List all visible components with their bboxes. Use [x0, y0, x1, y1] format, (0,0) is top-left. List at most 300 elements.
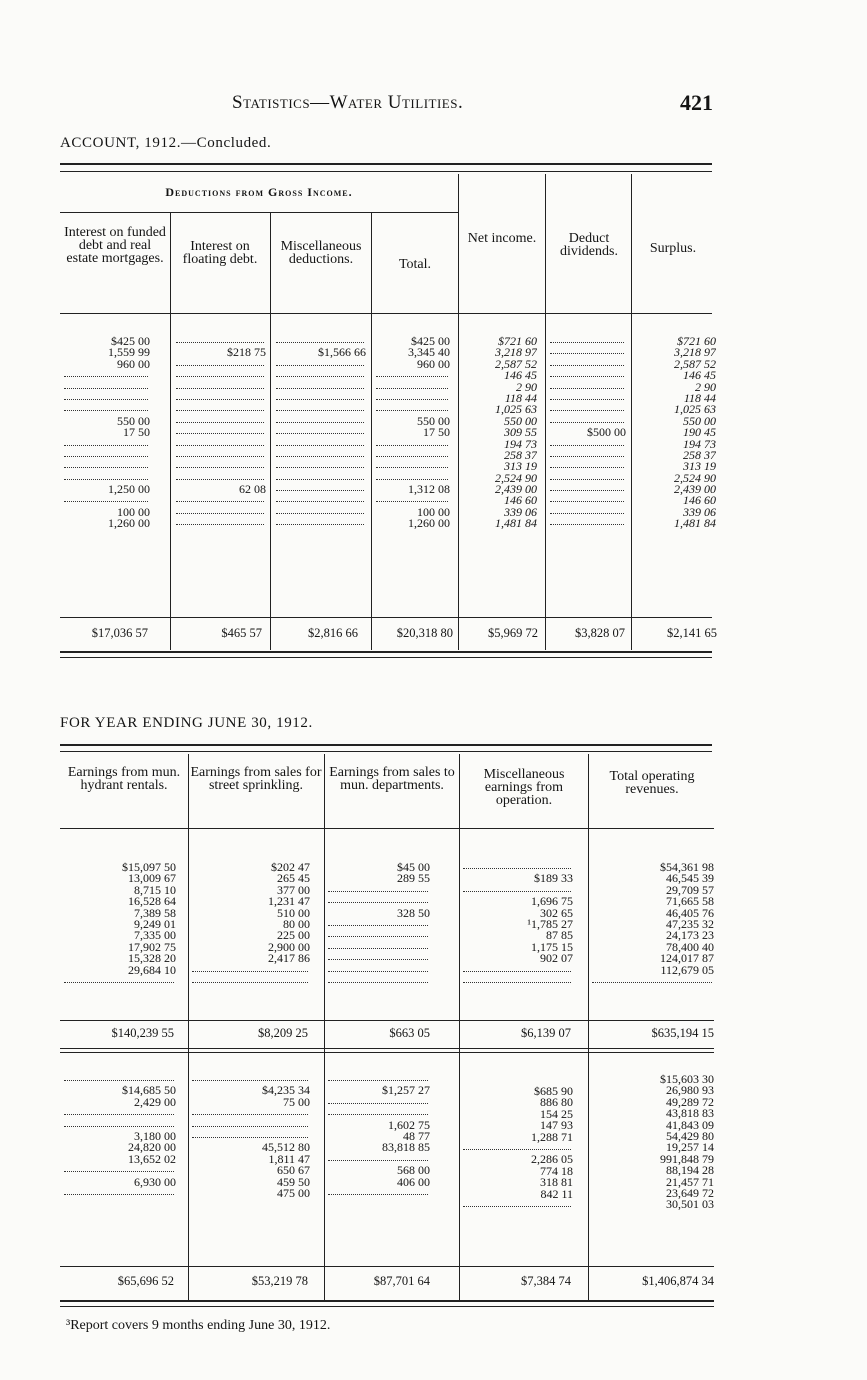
table-cell: 16,528 64: [128, 896, 176, 908]
t1-total-interest-floating: $465 57: [221, 626, 262, 640]
leader-dots: [176, 461, 264, 468]
t2-col-hydrant-p1: [62, 862, 176, 987]
t2-subtotal-rule-3: [60, 1052, 714, 1053]
table-cell: 48 77: [403, 1130, 430, 1143]
table-cell: 30,501 03: [666, 1199, 714, 1211]
leader-dots: [550, 473, 624, 480]
leader-dots: [64, 1120, 174, 1127]
table-cell: 2,587 52: [674, 358, 716, 371]
t1-col-interest-floating: [174, 336, 266, 530]
dotted-leader: [174, 473, 266, 484]
leader-dots: [376, 382, 448, 389]
leader-dots: [64, 473, 148, 480]
dotted-leader: [374, 473, 450, 484]
leader-dots: [328, 930, 428, 937]
t2-total-misc: $7,384 74: [521, 1274, 571, 1288]
leader-dots: [463, 862, 571, 869]
table-cell: 2,439 00: [495, 484, 537, 496]
dotted-leader: [548, 495, 626, 506]
table2-subtitle: FOR YEAR ENDING JUNE 30, 1912.: [60, 715, 313, 731]
table-cell: 313 19: [504, 461, 537, 473]
table-cell: 6,930 00: [134, 1176, 176, 1188]
table-cell: 1,288 71: [531, 1131, 573, 1143]
leader-dots: [463, 976, 571, 983]
dotted-leader: [326, 953, 430, 964]
page-header: [0, 88, 867, 128]
t1-header-deduct-dividends: Deduct dividends.: [560, 231, 618, 259]
leader-dots: [376, 450, 448, 457]
table-cell: 118 44: [504, 392, 537, 405]
t2-col-misc-p1: [461, 862, 573, 987]
dotted-leader: [374, 461, 450, 472]
dotted-leader: [548, 359, 626, 370]
dotted-leader: [274, 507, 366, 518]
leader-dots: [550, 507, 624, 514]
table-cell: 29,709 57: [666, 884, 714, 897]
leader-dots: [64, 976, 174, 983]
dotted-leader: [274, 359, 366, 370]
leader-dots: [328, 1108, 428, 1115]
table-cell: 650 67: [277, 1165, 310, 1177]
table-cell: 146 60: [683, 495, 716, 507]
table-cell: 3,218 97: [495, 347, 537, 359]
table-cell: 112,679 05: [660, 964, 714, 976]
table-cell: 550 00: [417, 415, 450, 428]
table-cell: 510 00: [277, 907, 310, 919]
table-cell: 43,818 83: [666, 1108, 714, 1120]
dotted-leader: [62, 976, 176, 987]
leader-dots: [276, 404, 364, 411]
table-cell: 289 55: [397, 873, 430, 885]
dotted-leader: [326, 1154, 430, 1165]
leader-dots: [328, 919, 428, 926]
table-cell: $425 00: [111, 336, 150, 348]
t1-divider: [170, 212, 171, 650]
leader-dots: [550, 484, 624, 491]
leader-dots: [64, 461, 148, 468]
t1-col-net-income: [461, 336, 537, 530]
table-cell: 80 00: [283, 918, 310, 931]
table-cell: 2,900 00: [268, 941, 310, 954]
table-cell: 377 00: [277, 884, 310, 897]
leader-dots: [276, 461, 364, 468]
table-cell: 19,257 14: [666, 1142, 714, 1154]
dotted-leader: [461, 862, 573, 873]
table-cell: 550 00: [683, 415, 716, 428]
table2-top-rule-2: [60, 751, 712, 752]
table-cell: 886 80: [540, 1097, 573, 1109]
dotted-leader: [190, 1074, 310, 1085]
leader-dots: [64, 382, 148, 389]
table-cell: $500 00: [587, 427, 626, 439]
table-cell: ¹1,785 27: [527, 918, 573, 931]
dotted-leader: [374, 370, 450, 381]
dotted-leader: [326, 919, 430, 930]
t1-header-interest-funded: Interest on funded debt and real estate mortgages.: [64, 225, 166, 266]
table-cell: 550 00: [504, 415, 537, 428]
table-cell: 2 90: [695, 381, 716, 393]
table-cell: 29,684 10: [128, 964, 176, 976]
table-cell: $218 75: [227, 347, 266, 359]
dotted-leader: [274, 404, 366, 415]
leader-dots: [64, 1074, 174, 1081]
dotted-leader: [62, 382, 150, 393]
dotted-leader: [548, 416, 626, 427]
t1-col-total: [374, 336, 450, 530]
t2-header-misc: Miscellaneous earnings from operation.: [483, 767, 565, 808]
leader-dots: [64, 439, 148, 446]
leader-dots: [376, 473, 448, 480]
t1-header-rule: [60, 313, 712, 314]
dotted-leader: [62, 393, 150, 404]
table-cell: 147 93: [540, 1120, 573, 1132]
leader-dots: [328, 1097, 428, 1104]
leader-dots: [176, 427, 264, 434]
table-cell: $45 00: [397, 862, 430, 874]
t2-subtotal-rule: [60, 1020, 714, 1021]
dotted-leader: [62, 439, 150, 450]
leader-dots: [550, 439, 624, 446]
leader-dots: [192, 976, 308, 983]
t2-header-rule: [60, 828, 714, 829]
table-cell: 902 07: [540, 953, 573, 965]
leader-dots: [550, 347, 624, 354]
leader-dots: [550, 359, 624, 366]
leader-dots: [276, 507, 364, 514]
table-cell: 302 65: [540, 907, 573, 919]
table-cell: 406 00: [397, 1176, 430, 1188]
table-cell: $425 00: [411, 336, 450, 348]
table-cell: 2,417 86: [268, 953, 310, 965]
table-cell: 49,289 72: [666, 1096, 714, 1109]
t2-divider: [459, 754, 460, 1300]
leader-dots: [176, 507, 264, 514]
table-cell: 960 00: [117, 358, 150, 371]
t2-subtotal-misc: $6,139 07: [521, 1026, 571, 1040]
page-number: 421: [680, 90, 713, 115]
table-cell: 17,902 75: [128, 941, 176, 954]
footnote: ³Report covers 9 months ending June 30, 1912.: [66, 1318, 331, 1333]
table-cell: 550 00: [117, 415, 150, 428]
leader-dots: [276, 518, 364, 525]
table-cell: 1,260 00: [408, 518, 450, 530]
table1-group-rule: [60, 212, 458, 213]
leader-dots: [276, 439, 364, 446]
t2-subtotal-rule-2: [60, 1048, 714, 1049]
dotted-leader: [374, 450, 450, 461]
t1-col-misc: [274, 336, 366, 530]
leader-dots: [64, 1108, 174, 1115]
dotted-leader: [62, 1188, 176, 1199]
t1-total-interest-funded: $17,036 57: [91, 626, 148, 640]
dotted-leader: [326, 965, 430, 976]
table-cell: 75 00: [283, 1096, 310, 1109]
leader-dots: [64, 370, 148, 377]
t2-header-municipal: Earnings from sales to mun. departments.: [329, 765, 455, 793]
table-cell: 1,231 47: [268, 896, 310, 908]
table-cell: 118 44: [683, 392, 716, 405]
table-cell: 46,405 76: [666, 907, 714, 919]
table-cell: 842 11: [540, 1188, 573, 1200]
table-cell: 3,218 97: [674, 347, 716, 359]
leader-dots: [376, 461, 448, 468]
table-cell: 13,652 02: [128, 1153, 176, 1166]
dotted-leader: [326, 1188, 430, 1199]
leader-dots: [176, 393, 264, 400]
leader-dots: [192, 965, 308, 972]
dotted-leader: [374, 439, 450, 450]
dotted-leader: [548, 393, 626, 404]
dotted-leader: [62, 461, 150, 472]
dotted-leader: [62, 495, 150, 506]
t1-header-misc: Miscellaneous deductions.: [280, 239, 362, 267]
dotted-leader: [274, 518, 366, 529]
table2-bottom-rule: [60, 1300, 714, 1302]
dotted-leader: [548, 336, 626, 347]
dotted-leader: [190, 1108, 310, 1119]
dotted-leader: [62, 370, 150, 381]
table-cell: 88,194 28: [666, 1165, 714, 1177]
leader-dots: [463, 1143, 571, 1150]
t2-total-hydrant: $65,696 52: [117, 1274, 174, 1288]
leader-dots: [176, 473, 264, 480]
leader-dots: [328, 953, 428, 960]
dotted-leader: [174, 427, 266, 438]
leader-dots: [276, 495, 364, 502]
dotted-leader: [174, 495, 266, 506]
dotted-leader: [548, 382, 626, 393]
table-cell: 2,429 00: [134, 1096, 176, 1109]
t1-divider: [458, 174, 459, 650]
table-cell: 146 60: [504, 495, 537, 507]
leader-dots: [463, 1200, 571, 1207]
t1-total-surplus: $2,141 65: [667, 626, 717, 640]
table-cell: 154 25: [540, 1108, 573, 1121]
dotted-leader: [548, 507, 626, 518]
dotted-leader: [548, 473, 626, 484]
t1-col-deduct-dividends: [548, 336, 626, 530]
table-cell: 1,481 84: [495, 518, 537, 530]
t1-header-interest-floating: Interest on floating debt.: [182, 239, 258, 267]
table-cell: $202 47: [271, 862, 310, 874]
table-cell: 1,025 63: [495, 404, 537, 416]
t2-col-sprinkling-p2: [190, 1074, 310, 1199]
table-cell: 83,818 85: [382, 1142, 430, 1154]
dotted-leader: [62, 1120, 176, 1131]
dotted-leader: [274, 336, 366, 347]
leader-dots: [64, 1165, 174, 1172]
leader-dots: [276, 393, 364, 400]
dotted-leader: [548, 439, 626, 450]
leader-dots: [64, 393, 148, 400]
dotted-leader: [326, 1074, 430, 1085]
table-cell: 960 00: [417, 358, 450, 371]
t1-total-deduct-dividends: $3,828 07: [575, 626, 625, 640]
leader-dots: [192, 1074, 308, 1081]
table-cell: 2,524 90: [674, 472, 716, 485]
dotted-leader: [174, 404, 266, 415]
t2-divider: [324, 754, 325, 1300]
t1-divider: [545, 174, 546, 650]
dotted-leader: [174, 359, 266, 370]
t2-col-total-p1: [590, 862, 714, 987]
table-cell: 313 19: [683, 461, 716, 473]
table-cell: 54,429 80: [666, 1130, 714, 1143]
leader-dots: [376, 393, 448, 400]
table-cell: 1,025 63: [674, 404, 716, 416]
table-cell: 2,587 52: [495, 358, 537, 371]
table-cell: 1,559 99: [108, 347, 150, 359]
table-cell: 24,820 00: [128, 1142, 176, 1154]
dotted-leader: [548, 370, 626, 381]
table-cell: 774 18: [540, 1165, 573, 1178]
leader-dots: [176, 518, 264, 525]
table-cell: 3,180 00: [134, 1130, 176, 1143]
dotted-leader: [62, 450, 150, 461]
table-cell: 475 00: [277, 1187, 310, 1200]
t2-total-municipal: $87,701 64: [373, 1274, 430, 1288]
t1-total-total: $20,318 80: [396, 626, 453, 640]
table-cell: 7,335 00: [134, 930, 176, 942]
table2-bottom-rule-2: [60, 1306, 714, 1307]
dotted-leader: [174, 382, 266, 393]
leader-dots: [192, 1120, 308, 1127]
dotted-leader: [274, 370, 366, 381]
leader-dots: [276, 484, 364, 491]
t2-col-hydrant-p2: [62, 1074, 176, 1199]
t1-total-misc: $2,816 66: [308, 626, 358, 640]
leader-dots: [64, 495, 148, 502]
table-cell: 124,017 87: [660, 953, 714, 965]
table-cell: 265 45: [277, 873, 310, 885]
table2-top-rule: [60, 744, 712, 746]
leader-dots: [176, 416, 264, 423]
leader-dots: [550, 495, 624, 502]
table-cell: 45,512 80: [262, 1142, 310, 1154]
dotted-leader: [174, 507, 266, 518]
dotted-leader: [461, 1200, 573, 1211]
leader-dots: [276, 370, 364, 377]
table-cell: 41,843 09: [666, 1119, 714, 1131]
dotted-leader: [174, 370, 266, 381]
table-cell: 309 55: [504, 427, 537, 439]
dotted-leader: [548, 450, 626, 461]
t2-total-rule: [60, 1266, 714, 1267]
dotted-leader: [461, 965, 573, 976]
leader-dots: [276, 359, 364, 366]
leader-dots: [176, 336, 264, 343]
dotted-leader: [190, 965, 310, 976]
dotted-leader: [274, 416, 366, 427]
leader-dots: [176, 370, 264, 377]
dotted-leader: [326, 896, 430, 907]
table-cell: 1,260 00: [108, 518, 150, 530]
dotted-leader: [190, 976, 310, 987]
dotted-leader: [274, 473, 366, 484]
table-cell: 26,980 93: [666, 1085, 714, 1097]
leader-dots: [550, 336, 624, 343]
dotted-leader: [548, 347, 626, 358]
leader-dots: [328, 942, 428, 949]
dotted-leader: [190, 1120, 310, 1131]
leader-dots: [550, 404, 624, 411]
table1-group-heading: Deductions from Gross Income.: [165, 185, 353, 199]
dotted-leader: [274, 484, 366, 495]
t1-divider: [270, 212, 271, 650]
leader-dots: [176, 450, 264, 457]
table-cell: 1,696 75: [531, 896, 573, 908]
table-cell: 62 08: [239, 484, 266, 496]
table-cell: 17 50: [123, 427, 150, 439]
dotted-leader: [548, 461, 626, 472]
table-cell: 15,328 20: [128, 953, 176, 965]
t2-divider: [188, 754, 189, 1300]
table-cell: $189 33: [534, 873, 573, 885]
dotted-leader: [374, 404, 450, 415]
table-cell: 339 06: [504, 506, 537, 519]
dotted-leader: [326, 930, 430, 941]
dotted-leader: [174, 450, 266, 461]
table-cell: 568 00: [397, 1165, 430, 1177]
t2-subtotal-municipal: $663 05: [389, 1026, 430, 1040]
t1-divider: [371, 212, 372, 650]
table-cell: 3,345 40: [408, 347, 450, 359]
dotted-leader: [374, 393, 450, 404]
dotted-leader: [274, 393, 366, 404]
leader-dots: [550, 416, 624, 423]
table1-bottom-rule-2: [60, 657, 712, 658]
table-cell: 190 45: [683, 427, 716, 439]
leader-dots: [376, 439, 448, 446]
t2-col-municipal-p2: [326, 1074, 430, 1199]
t1-header-surplus: Surplus.: [649, 241, 697, 256]
leader-dots: [550, 382, 624, 389]
leader-dots: [176, 382, 264, 389]
table-cell: 1,175 15: [531, 941, 573, 954]
t2-col-total-p2: [590, 1074, 714, 1211]
leader-dots: [276, 382, 364, 389]
table1-subtitle: ACCOUNT, 1912.—Concluded.: [60, 135, 272, 151]
table-cell: $1,566 66: [318, 347, 366, 359]
t1-total-net-income: $5,969 72: [488, 626, 538, 640]
dotted-leader: [326, 976, 430, 987]
t2-header-hydrant: Earnings from mun. hydrant rentals.: [67, 765, 181, 793]
leader-dots: [64, 404, 148, 411]
table-cell: 2 90: [516, 381, 537, 393]
table-cell: 23,649 72: [666, 1187, 714, 1200]
table-cell: 1,602 75: [388, 1119, 430, 1131]
t1-col-interest-funded: [62, 336, 150, 530]
table-cell: $685 90: [534, 1086, 573, 1098]
table1-top-rule: [60, 163, 712, 165]
table-cell: $721 60: [677, 336, 716, 348]
table-cell: 100 00: [417, 506, 450, 519]
table-cell: 1,481 84: [674, 518, 716, 530]
t2-total-sprinkling: $53,219 78: [251, 1274, 308, 1288]
table-cell: 7,389 58: [134, 907, 176, 919]
leader-dots: [192, 1108, 308, 1115]
leader-dots: [550, 450, 624, 457]
t1-header-net-income: Net income.: [467, 231, 537, 246]
dotted-leader: [461, 976, 573, 987]
t2-col-sprinkling-p1: [190, 862, 310, 987]
leader-dots: [550, 518, 624, 525]
leader-dots: [550, 370, 624, 377]
table-cell: 225 00: [277, 930, 310, 942]
leader-dots: [176, 495, 264, 502]
dotted-leader: [274, 439, 366, 450]
t2-header-sprinkling: Earnings from sales for street sprinkling.: [190, 765, 322, 793]
